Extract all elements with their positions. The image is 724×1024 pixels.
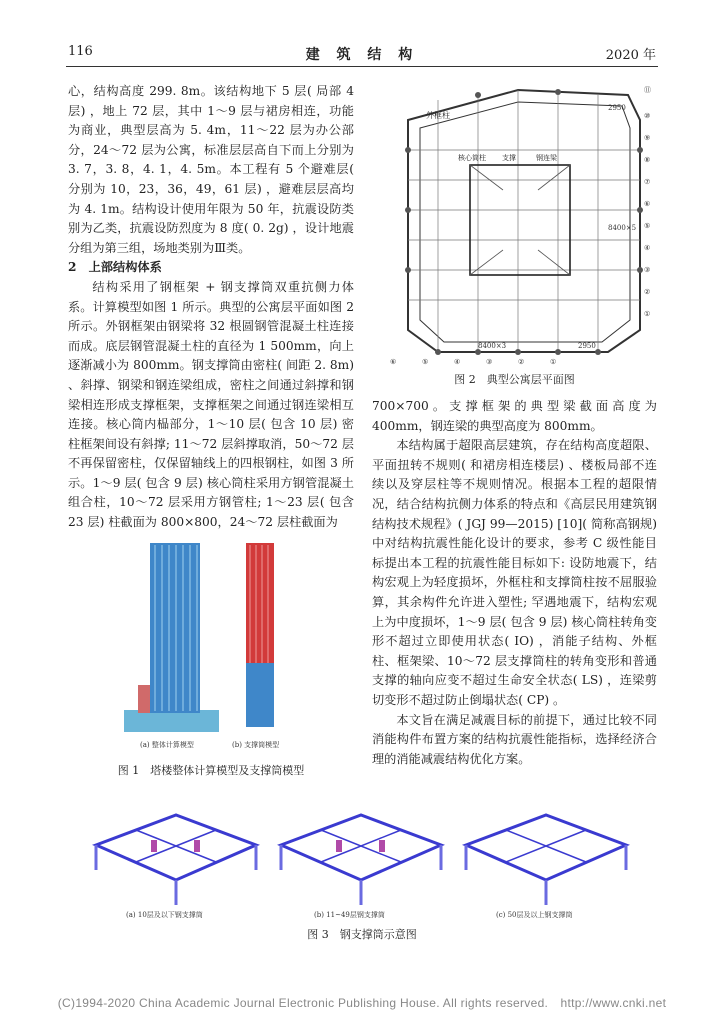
axis-label: ②	[518, 358, 525, 365]
figure3-sub-c: (c) 50层及以上钢支撑筒	[496, 911, 573, 919]
label-coupling-beam: 钢连梁	[536, 154, 557, 162]
paragraph: 700×700。支撑框架的典型梁截面高度为 400mm，钢连梁的典型高度为 800mm。	[372, 399, 657, 433]
axis-label: ⑦	[644, 178, 651, 186]
axis-label: ⑧	[644, 156, 651, 164]
axis-label: ⑥	[390, 358, 397, 365]
running-header	[0, 44, 724, 66]
axis-label: ⑥	[644, 200, 651, 208]
paragraph: 结构采用了钢框架 + 钢支撑筒双重抗侧力体系。计算模型如图 1 所示。典型的公寓层平面如图 2 所示。外钢框架由钢梁将 32 根圆钢管混凝土柱连接而成。底层钢管混凝土柱的直径为 1 500mm，向上逐渐减小为 800mm。钢支撑筒由密柱( 间距 2. 8m) 、斜撑、钢梁和钢连梁组成，密柱之间通过斜撑和钢梁相连形成支撑框架，支撑框架之间通过钢连梁相互连接。核心筒内榀部分，1～10 层( 包含 10 层) 密柱框架间设有斜撑; 11～72 层斜撑取消，50～72 层不再保留密柱，仅保留轴线上的四根钢柱，如图 3 所示。1～9 层( 包含 9 层) 核心筒柱采用方钢管混凝土组合柱，10～72 层采用方钢管柱; 1～23 层( 包含 23 层) 柱截面为 800×800，24～72 层柱截面为	[68, 279, 354, 530]
right-column	[372, 397, 657, 769]
axis-label: ③	[486, 358, 493, 365]
figure1-sub-b: (b) 支撑筒模型	[232, 741, 280, 749]
label-outer-column: 外框柱	[426, 111, 450, 120]
copyright-footer: (C)1994-2020 China Academic Journal Electronic Publishing House. All rights reserved. http://www.cnki.net	[57, 996, 667, 1010]
axis-label: ①	[550, 358, 557, 365]
axis-label: ⑨	[644, 134, 651, 142]
dim-label: 8400×5	[608, 224, 637, 232]
axis-label: ⑤	[422, 358, 429, 365]
tower-model-figure	[120, 535, 320, 755]
axis-label: ④	[644, 244, 651, 252]
page-number: 116	[68, 44, 93, 59]
figure1-sub-a: (a) 整体计算模型	[140, 741, 194, 749]
dim-label: 8400×3	[478, 342, 507, 350]
axis-label: ⑩	[644, 112, 651, 120]
figure3-sub-a: (a) 10层及以下钢支撑筒	[126, 911, 203, 919]
figure3-caption: 图 3 钢支撑筒示意图	[307, 928, 417, 941]
dim-label: 2950	[608, 104, 626, 112]
dim-label: 2950	[578, 342, 596, 350]
axis-label: ⑤	[644, 222, 651, 230]
figure3-sub-b: (b) 11~49层钢支撑筒	[314, 911, 385, 919]
journal-title: 建 筑 结 构	[305, 47, 419, 63]
journal-year: 2020 年	[605, 48, 656, 63]
paragraph: 心，结构高度 299. 8m。该结构地下 5 层( 局部 4 层) ，地上 72 层，其中 1～9 层与裙房相连，功能为商业，典型层高为 5. 4m，11～22 层为办公部分，24～72 层为公寓，标准层层高自下而上分别为 3. 7，3. 8，4. 1，4. 5m。本工程有 5 个避难层( 分别为 10，23，36，49，61 层) ，避难层层高均为 4. 1m。结构设计使用年限为 50 年，抗震设防类别为乙类，抗震设防烈度为 8 度( 0. 2g) ，设计地震分组为第三组，场地类别为Ⅲ类。	[68, 84, 354, 255]
axis-label: ②	[644, 288, 651, 296]
section-heading: 2 上部结构体系	[68, 260, 162, 275]
paragraph: 本文旨在满足减震目标的前提下，通过比较不同消能构件布置方案的结构抗震性能指标，选择经济合理的消能减震结构优化方案。	[372, 712, 657, 766]
figure1-caption: 图 1 塔楼整体计算模型及支撑筒模型	[117, 764, 305, 777]
brace-tube-figure	[86, 800, 646, 920]
label-brace: 支撑	[502, 154, 516, 162]
axis-label: ③	[644, 266, 651, 274]
axis-label: ④	[454, 358, 461, 365]
paragraph: 本结构属于超限高层建筑，存在结构高度超限、平面扭转不规则( 和裙房相连楼层) 、楼板局部不连续以及穿层柱等不规则情况。根据本工程的超限情况，结合结构抗侧力体系的特点和《高层民用建筑钢结构技术规程》( JGJ 99—2015) [10]( 简称高钢规) 中对结构抗震性能化设计的要求，参考 C 级性能目标提出本工程的抗震性能目标如下: 设防地震下，结构宏观上为轻度损坏，外框柱和支撑筒柱按不屈服验算，其余构件允许进入塑性; 罕遇地震下，结构宏观上为中度损坏，1～9 层( 包含 9 层) 核心筒柱转角变形不超过立即使用状态( IO) ，消能子结构、外框柱、框架梁、10～72 层支撑筒柱的转角变形和普通支撑的轴向应变不超过生命安全状态( LS) ，连梁剪切变形不超过防止倒塌状态( CP) 。	[372, 438, 657, 707]
header-rule	[66, 66, 658, 67]
axis-label: ①	[644, 310, 651, 318]
floor-plan-figure	[378, 80, 656, 365]
figure2-caption: 图 2 典型公寓层平面图	[454, 373, 575, 386]
left-column	[68, 82, 354, 533]
axis-label: ⑪	[644, 86, 651, 94]
label-core-column: 核心筒柱	[458, 154, 486, 162]
